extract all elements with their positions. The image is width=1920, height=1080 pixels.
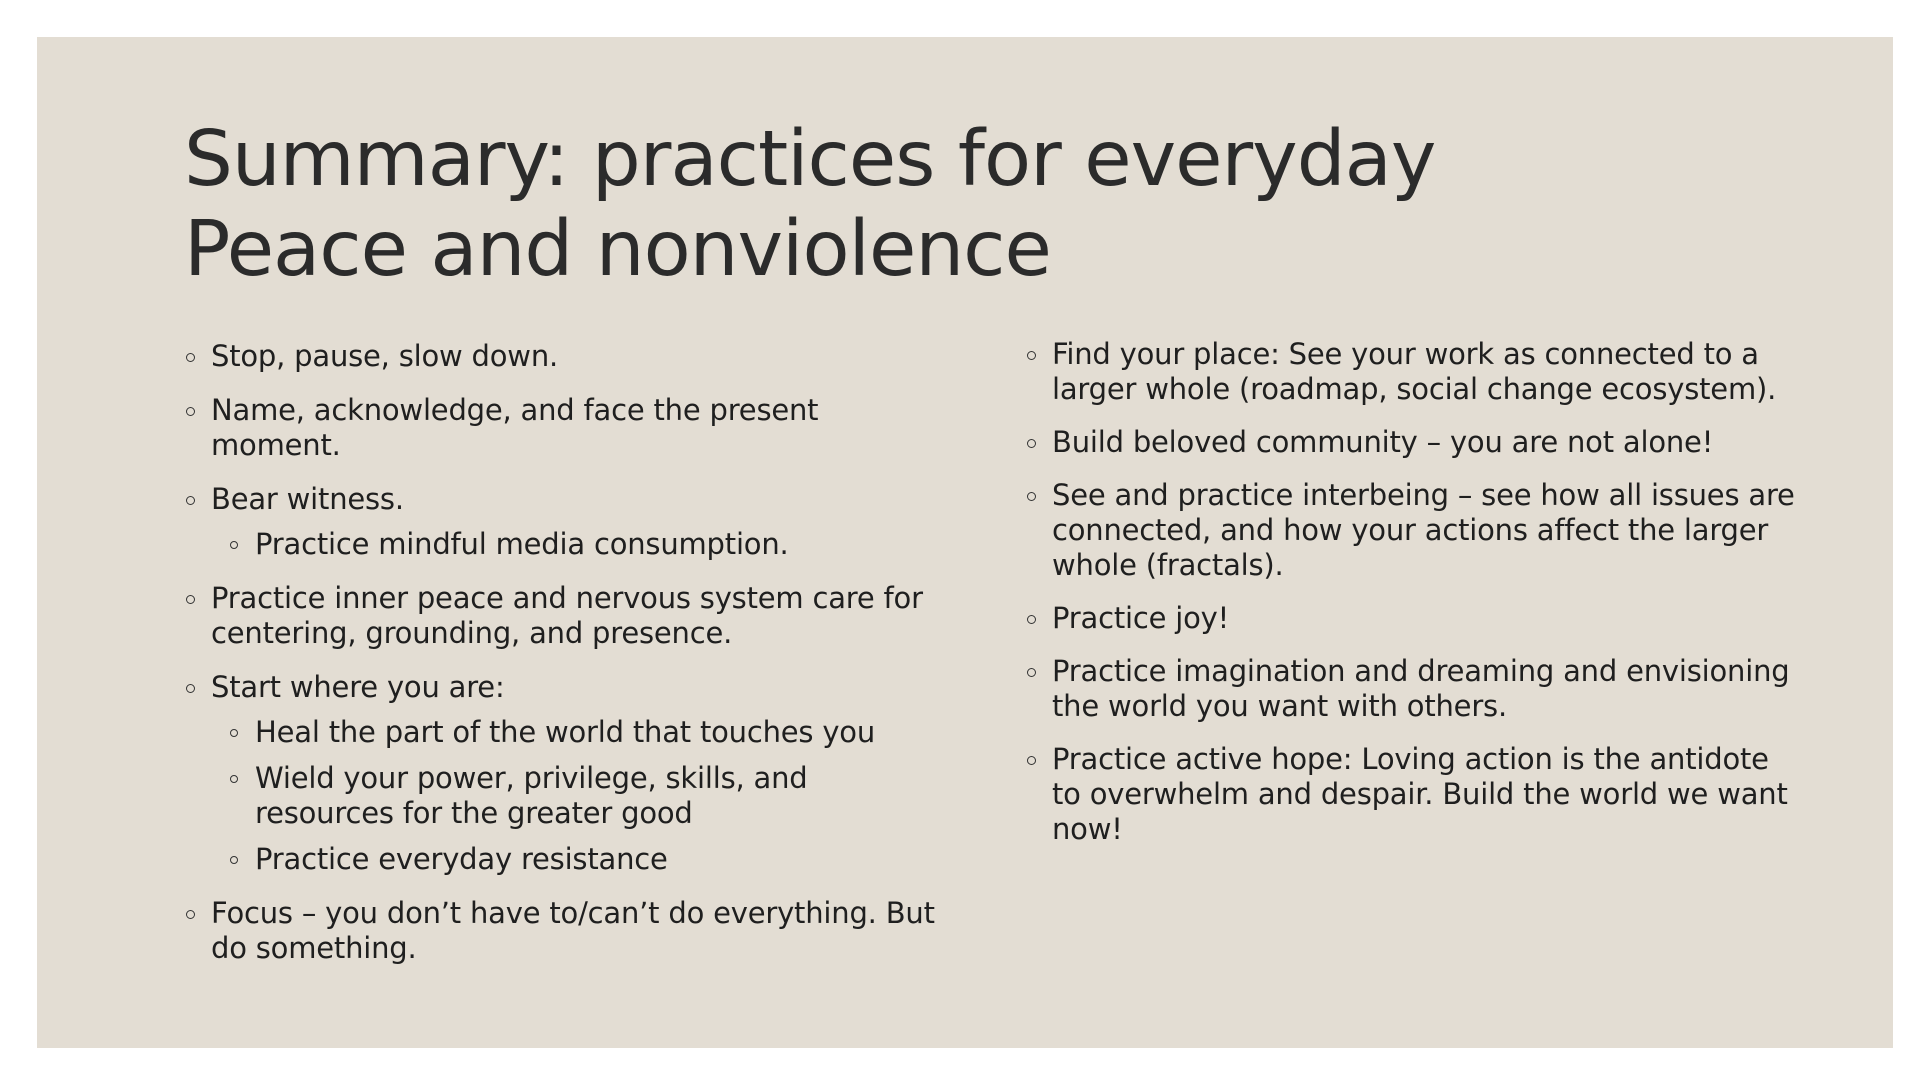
sub-list-item (181, 842, 941, 877)
list-item (1022, 601, 1802, 636)
bullet-circle-icon (230, 856, 238, 864)
bullet-circle-icon (1027, 351, 1036, 360)
bullet-circle-icon (230, 541, 238, 549)
list-item-text: Focus – you don’t have to/can’t do everything. But do something. (211, 896, 935, 965)
list-item-text: Practice active hope: Loving action is the antidote to overwhelm and despair. Build the world we want now! (1052, 742, 1788, 846)
sub-list-item-text: Practice everyday resistance (255, 842, 668, 876)
bullet-circle-icon (186, 496, 195, 505)
sub-list-item (181, 715, 941, 750)
list-item-text: Bear witness. (211, 482, 404, 516)
list-item (1022, 654, 1802, 724)
list-item-text: Name, acknowledge, and face the present moment. (211, 393, 819, 462)
bullet-circle-icon (1027, 492, 1036, 501)
bullet-circle-icon (186, 353, 195, 362)
sub-list-item-text: Wield your power, privilege, skills, and resources for the greater good (255, 761, 808, 830)
slide-title-line-2: Peace and nonviolence (184, 205, 1051, 294)
list-item-text: Start where you are: (211, 670, 505, 704)
sub-list-item-text: Practice mindful media consumption. (255, 527, 789, 561)
list-item-text: Practice inner peace and nervous system care for centering, grounding, and presence. (211, 581, 923, 650)
list-item (181, 339, 941, 374)
slide-title-line-1: Summary: practices for everyday (184, 115, 1436, 204)
list-item (1022, 337, 1802, 407)
list-item (181, 482, 941, 517)
list-item (1022, 478, 1802, 583)
bullet-circle-icon (186, 684, 195, 693)
list-item-text: Find your place: See your work as connected to a larger whole (roadmap, social change ecosystem). (1052, 337, 1777, 406)
list-item (181, 581, 941, 651)
list-item-text: Practice joy! (1052, 601, 1230, 635)
bullet-circle-icon (230, 729, 238, 737)
bullet-circle-icon (1027, 668, 1036, 677)
bullet-circle-icon (186, 407, 195, 416)
list-item-text: Build beloved community – you are not alone! (1052, 425, 1714, 459)
list-item (181, 393, 941, 463)
list-item (1022, 742, 1802, 847)
list-item-text: Stop, pause, slow down. (211, 339, 559, 373)
bullet-circle-icon (186, 910, 195, 919)
right-column (1022, 337, 1802, 865)
left-column (181, 339, 941, 985)
bullet-circle-icon (1027, 615, 1036, 624)
bullet-circle-icon (1027, 756, 1036, 765)
slide (37, 37, 1893, 1048)
bullet-circle-icon (186, 595, 195, 604)
list-item (181, 670, 941, 705)
sub-list-item (181, 527, 941, 562)
bullet-circle-icon (1027, 439, 1036, 448)
list-item (1022, 425, 1802, 460)
bullet-circle-icon (230, 775, 238, 783)
slide-title (184, 115, 1744, 295)
sub-list-item (181, 761, 941, 831)
list-item-text: Practice imagination and dreaming and envisioning the world you want with others. (1052, 654, 1790, 723)
sub-list-item-text: Heal the part of the world that touches you (255, 715, 876, 749)
list-item (181, 896, 941, 966)
list-item-text: See and practice interbeing – see how all issues are connected, and how your actions affect the larger whole (fractals). (1052, 478, 1795, 582)
